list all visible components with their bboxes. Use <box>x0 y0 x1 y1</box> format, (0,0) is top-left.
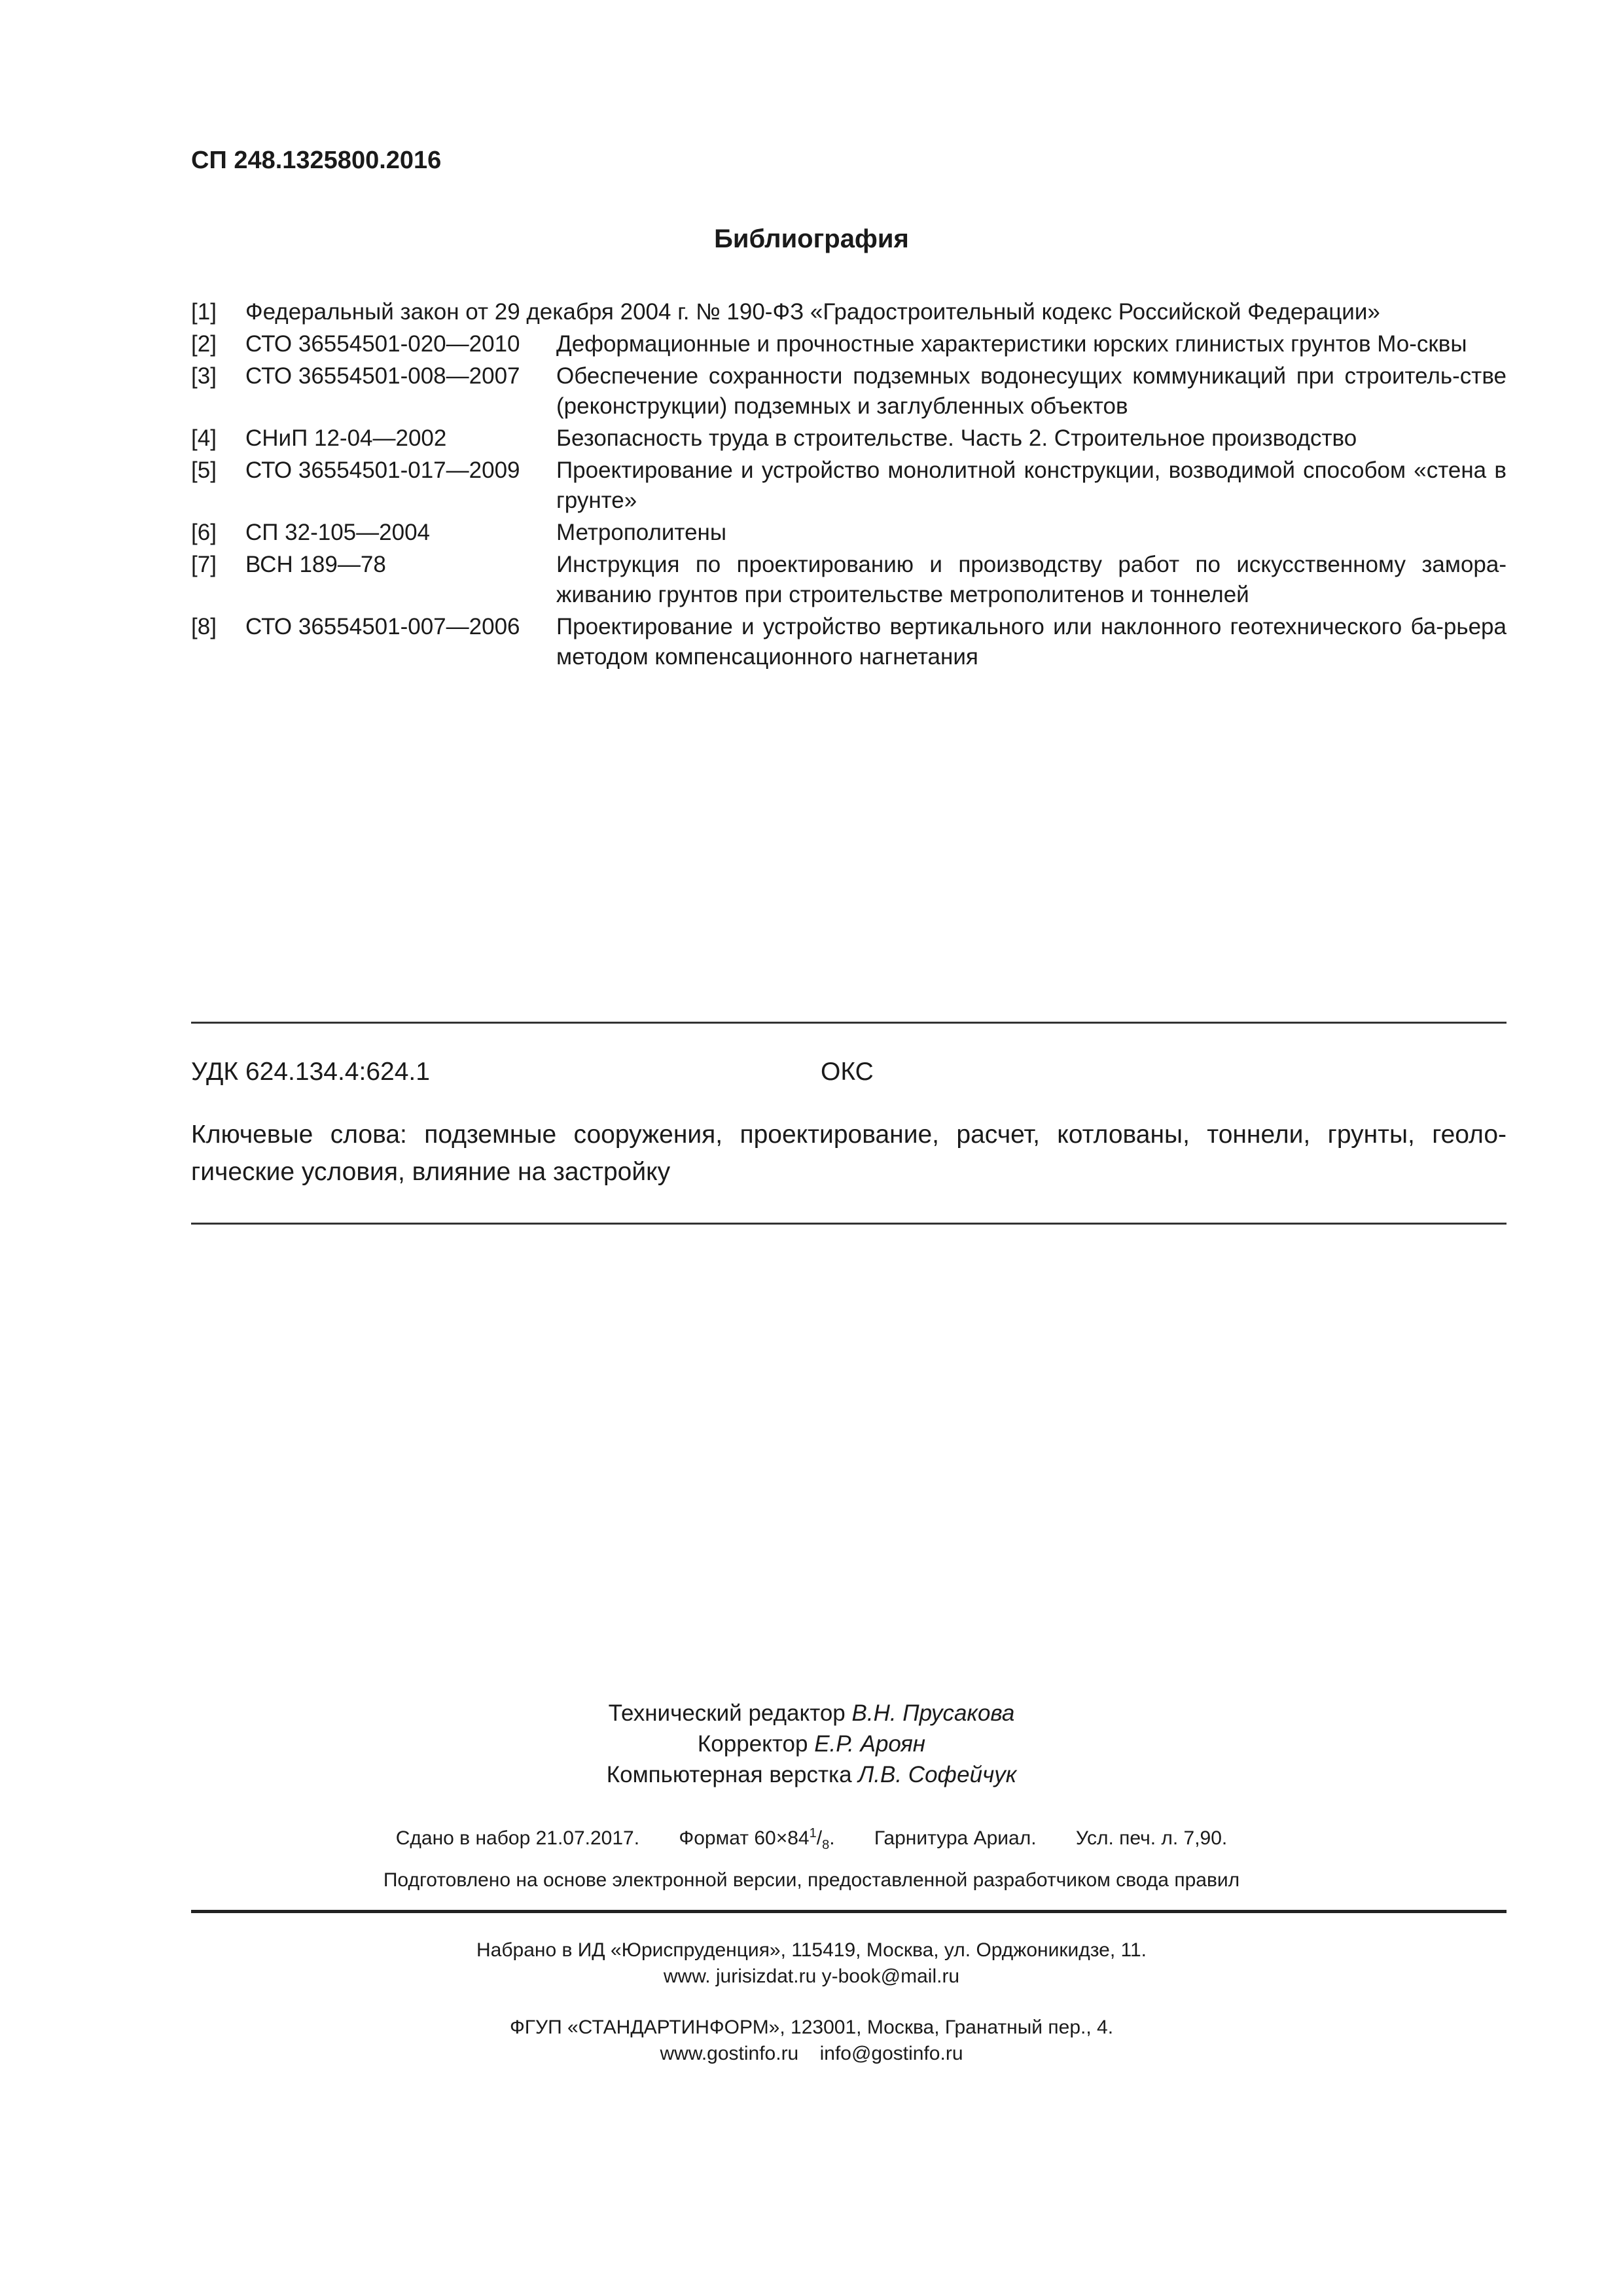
document-code: СП 248.1325800.2016 <box>191 147 442 174</box>
bibliography-entry <box>191 550 1507 610</box>
format-slash: / <box>816 1827 823 1849</box>
paper-format <box>679 1826 835 1852</box>
credits-block <box>0 1698 1623 1790</box>
entry-document: СТО 36554501-008—2007 <box>245 363 520 389</box>
entry-document: СТО 36554501-020—2010 <box>245 331 520 357</box>
bibliography-entry <box>191 361 1507 422</box>
entry-title: Деформационные и прочностные характеристики юрских глинистых грунтов Мо-сквы <box>556 331 1467 357</box>
format-end: . <box>829 1827 835 1849</box>
submitted-date: Сдано в набор 21.07.2017. <box>395 1827 640 1849</box>
entry-document: СНиП 12-04—2002 <box>245 425 447 451</box>
publisher-website: www.gostinfo.ru <box>660 2043 799 2064</box>
publisher-block <box>0 2015 1623 2067</box>
entry-number: [6] <box>191 520 217 545</box>
entry-number: [5] <box>191 457 217 483</box>
bibliography-entry <box>191 612 1507 672</box>
bibliography-entry <box>191 456 1507 516</box>
format-prefix: Формат 60×84 <box>679 1827 810 1849</box>
corrector-label: Корректор <box>697 1731 808 1757</box>
corrector-line <box>0 1729 1623 1759</box>
tech-editor-line <box>0 1698 1623 1729</box>
divider-top <box>191 1022 1507 1024</box>
entry-number: [4] <box>191 425 217 451</box>
layout-name: Л.В. Софейчук <box>858 1762 1017 1787</box>
entry-number: [2] <box>191 331 217 357</box>
typeset-web: www. jurisizdat.ru y-book@mail.ru <box>663 1965 960 1987</box>
entry-number: [1] <box>191 299 217 325</box>
typeset-address: Набрано в ИД «Юриспруденция», 115419, Москва, ул. Орджоникидзе, 11. <box>476 1939 1147 1961</box>
entry-title: Проектирование и устройство монолитной конструкции, возводимой способом «стена в грунте» <box>556 457 1507 513</box>
tech-editor-name: В.Н. Прусакова <box>851 1700 1015 1726</box>
entry-document: СТО 36554501-017—2009 <box>245 457 520 483</box>
entry-document: Федеральный закон от 29 декабря 2004 г. № 190-ФЗ «Градостроительный кодекс Российской Федерации» <box>245 299 1380 325</box>
oks-code: ОКС <box>821 1058 874 1086</box>
corrector-name: Е.Р. Ароян <box>814 1731 926 1757</box>
entry-document: ВСН 189—78 <box>245 552 386 577</box>
entry-number: [7] <box>191 552 217 577</box>
entry-number: [8] <box>191 614 217 639</box>
entry-number: [3] <box>191 363 217 389</box>
entry-title: Безопасность труда в строительстве. Часть 2. Строительное производство <box>556 425 1357 451</box>
tech-editor-label: Технический редактор <box>608 1700 846 1726</box>
entry-title: Проектирование и устройство вертикального или наклонного геотехнического ба-рьера методом компенсационного нагнетания <box>556 614 1507 670</box>
publisher-email: info@gostinfo.ru <box>819 2043 963 2064</box>
udk-code: УДК 624.134.4:624.1 <box>191 1058 430 1086</box>
print-sheets: Усл. печ. л. 7,90. <box>1075 1827 1228 1849</box>
layout-line <box>0 1759 1623 1790</box>
divider-thick <box>191 1910 1507 1913</box>
format-numerator: 1 <box>809 1826 817 1840</box>
bibliography-entry <box>191 423 1507 454</box>
typeset-block <box>0 1937 1623 1990</box>
print-info <box>0 1826 1623 1853</box>
keywords: Ключевые слова: подземные сооружения, проектирование, расчет, котлованы, тоннели, грунты, геоло-гические условия, влияние на застройку <box>191 1121 1507 1186</box>
format-denominator: 8 <box>822 1838 830 1852</box>
bibliography-title: Библиография <box>714 224 909 253</box>
entry-title: Инструкция по проектированию и производству работ по искусственному замора-живанию грунтов при строительстве метрополитенов и тоннелей <box>556 552 1507 607</box>
publisher-web-line <box>0 2041 1623 2067</box>
bibliography-entry <box>191 297 1507 327</box>
bibliography-list <box>191 297 1507 674</box>
typeface: Гарнитура Ариал. <box>874 1827 1037 1849</box>
bibliography-entry <box>191 329 1507 359</box>
divider-bottom <box>191 1223 1507 1225</box>
entry-document: СТО 36554501-007—2006 <box>245 614 520 639</box>
entry-title: Метрополитены <box>556 520 727 545</box>
bibliography-entry <box>191 518 1507 548</box>
entry-title: Обеспечение сохранности подземных водонесущих коммуникаций при строитель-стве (реконструкции) подземных и заглубленных объектов <box>556 363 1507 419</box>
entry-document: СП 32-105—2004 <box>245 520 430 545</box>
prepared-note: Подготовлено на основе электронной версии, предоставленной разработчиком свода правил <box>383 1869 1240 1891</box>
publisher-address: ФГУП «СТАНДАРТИНФОРМ», 123001, Москва, Гранатный пер., 4. <box>509 2017 1114 2038</box>
layout-label: Компьютерная верстка <box>606 1762 852 1787</box>
